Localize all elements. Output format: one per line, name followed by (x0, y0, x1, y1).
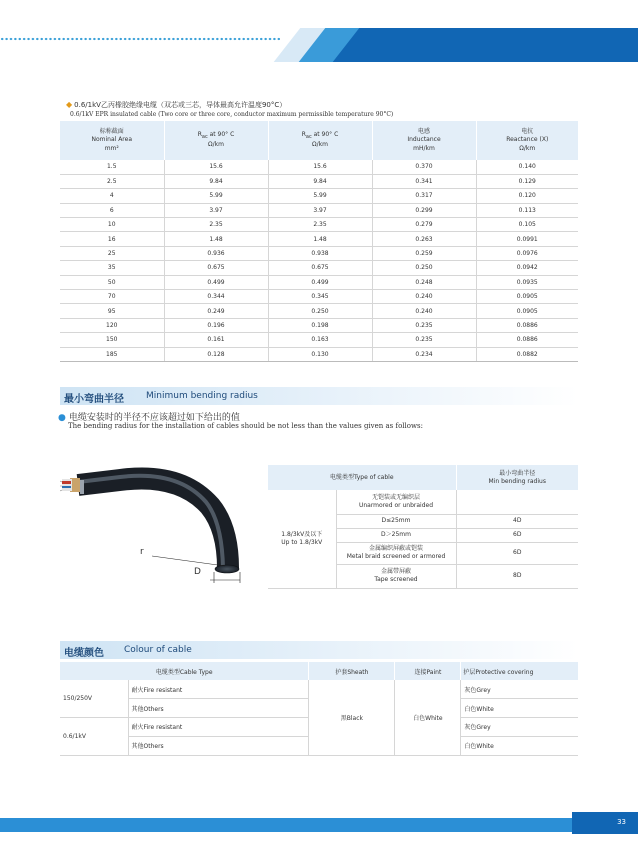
table-cell: 0.0882 (476, 347, 578, 361)
section1-subtitle: 0.6/1kV EPR insulated cable (Two core or three core, conductor maximum permissible temperature 90°C) (70, 111, 394, 118)
table-cell: 0.0976 (476, 246, 578, 260)
table-cell: 0.129 (476, 174, 578, 188)
value-d-large: 6D (456, 528, 578, 542)
table-row (60, 290, 578, 304)
table-cell: 35 (60, 261, 164, 275)
footer-page-box (572, 812, 638, 834)
table-row (60, 232, 578, 246)
table-cell: 15.6 (164, 160, 268, 174)
table-cell: 9.84 (268, 174, 372, 188)
table-cell: 0.499 (164, 275, 268, 289)
table-cell: 0.263 (372, 232, 476, 246)
subtype-others-1: 其他Others (128, 699, 309, 718)
section2-subtitle: The bending radius for the installation of cables should be not less than the values given as follows: (68, 422, 423, 430)
table-cell: 0.235 (372, 333, 476, 347)
table-cell: 0.130 (268, 347, 372, 361)
col-rac-2: $R_{ac}$ at 90° C Ω/km (268, 121, 372, 160)
table-cell: 5.99 (268, 189, 372, 203)
section3-heading-en: Colour of cable (124, 645, 192, 655)
table-cell: 9.84 (164, 174, 268, 188)
table-cell: 0.0935 (476, 275, 578, 289)
table-cell: 15.6 (268, 160, 372, 174)
value-tape-screened: 8D (456, 564, 578, 588)
diamond-bullet-icon: ◆ (66, 100, 73, 109)
col-cable-type: 电缆类型Cable Type (60, 662, 309, 680)
table-cell: 0.317 (372, 189, 476, 203)
voltage-class: 1.8/3kV及以下 Up to 1.8/3kV (268, 490, 336, 588)
table-cell: 0.0942 (476, 261, 578, 275)
section1-title: ◆ 0.6/1kV乙丙橡胶绝缘电缆（双芯或三芯，导体最高允许温度90°C） (66, 100, 287, 109)
dotted-line-decoration (0, 37, 280, 41)
table-cell: 70 (60, 290, 164, 304)
table-cell: 25 (60, 246, 164, 260)
section2-heading-zh: 最小弯曲半径 (64, 394, 124, 405)
cover-grey-2: 灰色Grey (461, 718, 578, 737)
subtype-fire-resistant-2: 耐火Fire resistant (128, 718, 309, 737)
table-row (60, 246, 578, 260)
table-row (60, 333, 578, 347)
table-cell: 0.0905 (476, 290, 578, 304)
table-cell: 95 (60, 304, 164, 318)
type-metal-braid: 金属编织屏蔽或铠装 Metal braid screened or armored (336, 542, 456, 564)
table-cell: 0.341 (372, 174, 476, 188)
section2-heading-en: Minimum bending radius (146, 391, 258, 401)
value-metal-braid: 6D (456, 542, 578, 564)
cable-bending-diagram (60, 458, 270, 588)
table-row (60, 174, 578, 188)
table-cell: 0.259 (372, 246, 476, 260)
table-cell: 0.235 (372, 318, 476, 332)
table-cell: 0.120 (476, 189, 578, 203)
table-cell: 50 (60, 275, 164, 289)
table-cell: 0.370 (372, 160, 476, 174)
table-cell: 1.48 (164, 232, 268, 246)
col-nominal-area: 标称截面 Nominal Area mm² (60, 121, 164, 160)
table-row (60, 189, 578, 203)
resistance-table (60, 121, 578, 362)
table-cell: 0.675 (268, 261, 372, 275)
table-cell: 0.248 (372, 275, 476, 289)
table-cell: 0.0991 (476, 232, 578, 246)
table-cell: 0.161 (164, 333, 268, 347)
table-cell: 0.113 (476, 203, 578, 217)
section3-heading-zh: 电缆颜色 (64, 648, 104, 659)
page-number: 33 (617, 818, 626, 826)
table-cell: 0.279 (372, 218, 476, 232)
cover-grey-1: 灰色Grey (461, 680, 578, 699)
table-cell: 0.675 (164, 261, 268, 275)
table-cell: 0.105 (476, 218, 578, 232)
voltage-150-250v: 150/250V (60, 680, 128, 718)
table-cell: 0.499 (268, 275, 372, 289)
table-cell: 0.249 (164, 304, 268, 318)
table-cell: 120 (60, 318, 164, 332)
section2-title: ● 电缆安装时的半径不应该超过如下给出的值 (58, 413, 240, 423)
diagram-label-d: D (194, 567, 201, 577)
value-unarmored (456, 490, 578, 514)
table-cell: 0.234 (372, 347, 476, 361)
table-cell: 0.0886 (476, 333, 578, 347)
table-cell: 0.240 (372, 290, 476, 304)
value-d-small: 4D (456, 514, 578, 528)
cover-white-1: 白色White (461, 699, 578, 718)
table-cell: 0.196 (164, 318, 268, 332)
table-cell: 0.936 (164, 246, 268, 260)
cover-white-2: 白色White (461, 736, 578, 755)
table-cell: 10 (60, 218, 164, 232)
table-cell: 0.128 (164, 347, 268, 361)
table-cell: 2.35 (164, 218, 268, 232)
table-cell: 0.250 (268, 304, 372, 318)
sheath-black: 黑Black (309, 680, 395, 755)
table-row (60, 318, 578, 332)
subtype-others-2: 其他Others (128, 736, 309, 755)
table-row (60, 347, 578, 361)
col-paint: 连接Paint (395, 662, 461, 680)
table-cell: 1.48 (268, 232, 372, 246)
table-cell: 0.240 (372, 304, 476, 318)
table-row (60, 261, 578, 275)
table-cell: 0.250 (372, 261, 476, 275)
col-type-of-cable: 电缆类型Type of cable (268, 465, 456, 490)
cable-colour-table (60, 662, 578, 756)
diagram-label-r: r (140, 547, 144, 557)
paint-white: 白色White (395, 680, 461, 755)
table-cell: 0.345 (268, 290, 372, 304)
bending-radius-table (268, 465, 578, 589)
type-d-small: D≤25mm (336, 514, 456, 528)
table-cell: 0.198 (268, 318, 372, 332)
resistance-table-body (60, 160, 578, 361)
table-row (60, 203, 578, 217)
col-sheath: 护套Sheath (309, 662, 395, 680)
top-decoration-bar (0, 0, 638, 64)
table-cell: 0.344 (164, 290, 268, 304)
table-cell: 150 (60, 333, 164, 347)
table-cell: 0.163 (268, 333, 372, 347)
table-cell: 3.97 (268, 203, 372, 217)
table-row (60, 304, 578, 318)
stripe-dark (333, 28, 638, 62)
col-protective-covering: 护层Protective covering (461, 662, 578, 680)
type-tape-screened: 金属带屏蔽 Tape screened (336, 564, 456, 588)
col-inductance: 电感 Inductance mH/km (372, 121, 476, 160)
type-d-large: D＞25mm (336, 528, 456, 542)
table-cell: 0.299 (372, 203, 476, 217)
col-reactance: 电抗 Reactance (X) Ω/km (476, 121, 578, 160)
table-cell: 3.97 (164, 203, 268, 217)
section2-heading-bar (60, 387, 578, 405)
subtype-fire-resistant-1: 耐火Fire resistant (128, 680, 309, 699)
table-row (60, 160, 578, 174)
table-cell: 6 (60, 203, 164, 217)
table-cell: 1.5 (60, 160, 164, 174)
voltage-0-6-1kv: 0.6/1kV (60, 718, 128, 756)
table-cell: 0.0886 (476, 318, 578, 332)
table-cell: 185 (60, 347, 164, 361)
table-cell: 2.5 (60, 174, 164, 188)
table-row (60, 218, 578, 232)
section3-heading-bar (60, 641, 578, 659)
table-cell: 0.0905 (476, 304, 578, 318)
table-cell: 5.99 (164, 189, 268, 203)
footer-bar (0, 818, 638, 832)
table-row (60, 275, 578, 289)
col-min-bending-radius: 最小弯曲半径 Min bending radius (456, 465, 578, 490)
table-cell: 4 (60, 189, 164, 203)
table-cell: 2.35 (268, 218, 372, 232)
table-cell: 16 (60, 232, 164, 246)
circle-bullet-icon: ● (58, 413, 66, 423)
type-unarmored: 无铠装或无编织层 Unarmored or unbraided (336, 490, 456, 514)
table-cell: 0.938 (268, 246, 372, 260)
col-rac-1: $R_{ac}$ at 90° C Ω/km (164, 121, 268, 160)
table-cell: 0.140 (476, 160, 578, 174)
